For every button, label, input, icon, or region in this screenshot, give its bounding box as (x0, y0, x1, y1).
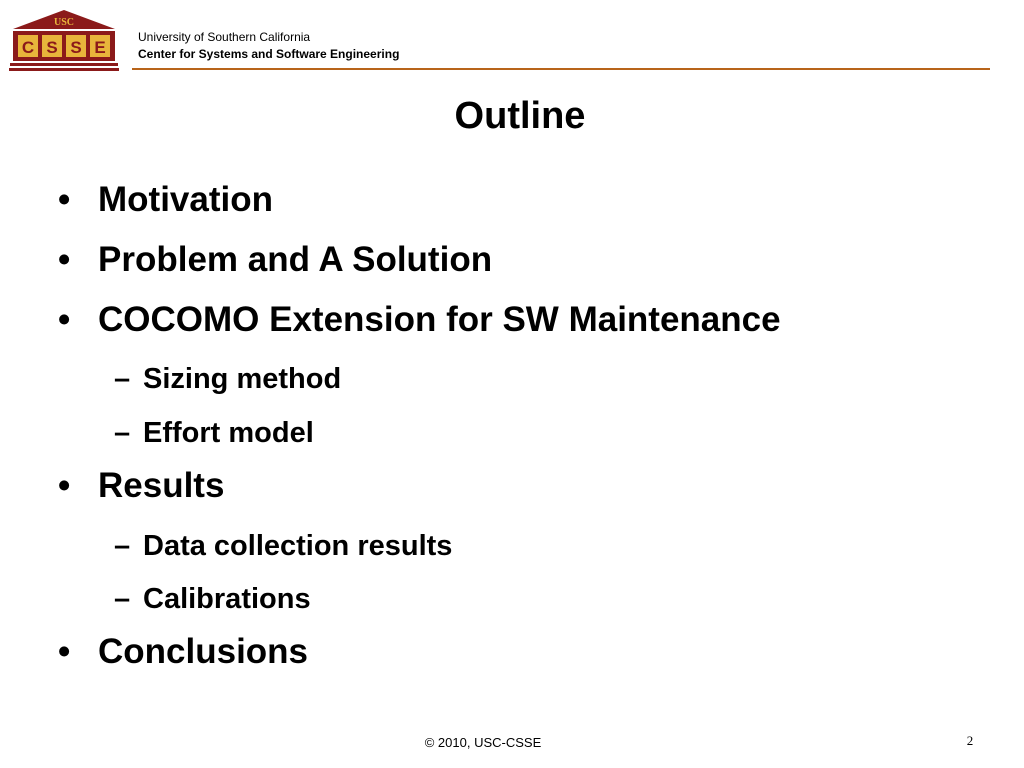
logo-top-text: USC (53, 17, 75, 28)
sub-list-item-text: Sizing method (143, 363, 342, 395)
logo-letter: E (94, 38, 106, 57)
university-name: University of Southern California (138, 30, 311, 44)
logo-letter: C (21, 38, 35, 57)
list-item-text: COCOMO Extension for SW Maintenance (98, 300, 781, 339)
list-item-text: Conclusions (98, 632, 309, 671)
list-item-text: Results (98, 466, 225, 505)
list-item-text: Motivation (98, 180, 273, 219)
dash-marker: – (114, 530, 131, 562)
bullet-marker: • (58, 466, 71, 505)
dash-marker: – (114, 363, 131, 395)
list-item-text: Problem and A Solution (98, 240, 493, 279)
bullet-marker: • (58, 300, 71, 339)
bullet-marker: • (58, 632, 71, 671)
dash-marker: – (114, 417, 131, 449)
bullet-marker: • (58, 180, 71, 219)
bullet-marker: • (58, 240, 71, 279)
footer-copyright: © 2010, USC-CSSE (424, 735, 542, 750)
sub-list-item-text: Data collection results (143, 530, 453, 562)
slide-title: Outline (454, 95, 586, 137)
dash-marker: – (114, 583, 131, 615)
logo-letter: S (46, 38, 58, 57)
sub-list-item-text: Calibrations (143, 583, 311, 615)
sub-list-item-text: Effort model (143, 417, 314, 449)
center-name: Center for Systems and Software Engineering (138, 47, 400, 61)
page-number: 2 (966, 733, 974, 748)
logo-letter: S (70, 38, 82, 57)
